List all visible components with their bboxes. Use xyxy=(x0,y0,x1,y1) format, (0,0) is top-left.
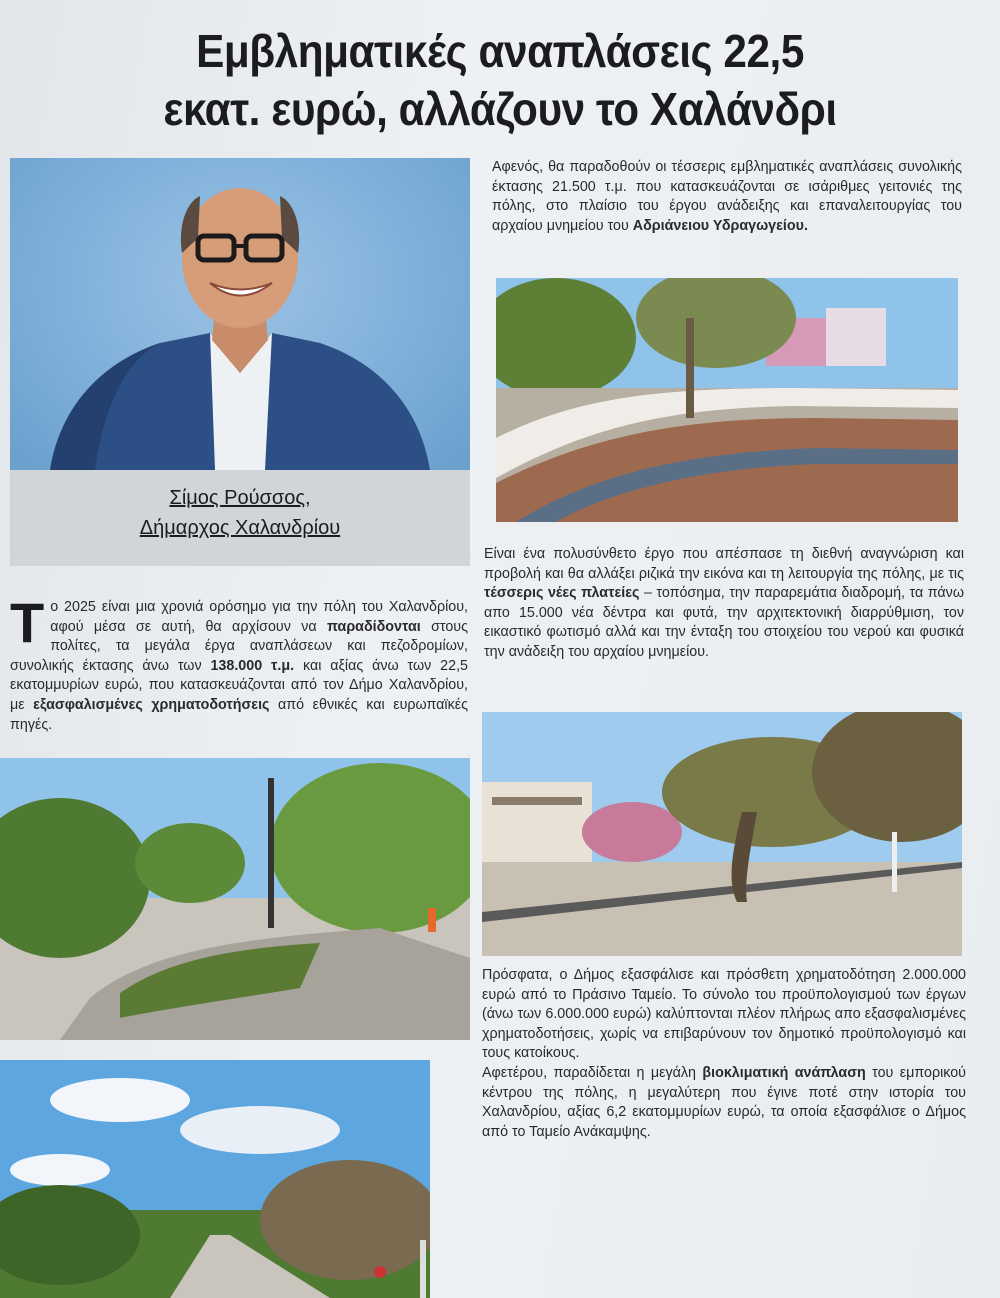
right1-text: Αφενός, θα παραδοθούν οι τέσσερις εμβληματικές αναπλάσεις συνολικής έκτασης 21.500 τ.μ. που κατασκευάζονται σε ισάριθμες γειτονιές της πόλης, στο πλαίσιο του έργου ανάδειξης και επαναλειτουργίας του αρχαίου μνημείου του xyxy=(492,159,962,234)
portrait-caption xyxy=(10,483,470,543)
right-paragraph-2 xyxy=(484,545,964,663)
headline-line-1: Εμβληματικές αναπλάσεις 22,5 xyxy=(196,25,804,77)
photo-tree-walk xyxy=(0,1060,430,1298)
right3-text-1: Πρόσφατα, ο Δήμος εξασφάλισε και πρόσθετη χρηματοδότηση 2.000.000 ευρώ από το Πράσινο Ταμείο. Το σύνολο του προϋπολογισμού των έργων (άνω των 6.000.000 ευρώ) καλύπτονται πλέον πλήρως απο εξασφαλισμένες χρηματοδοτήσεις, χωρίς να επιβαρύνουν τον δημοτικό προϋπολογισμό και τους κατοίκους. xyxy=(482,967,966,1062)
intro-text-2: στους πολίτες, τα μεγάλα έργα αναπλάσεων και πεζοδρομίων, συνολικής έκτασης άνω των xyxy=(10,618,468,674)
drop-cap: Τ xyxy=(10,591,45,654)
intro-bold-1: παραδίδονται xyxy=(327,618,421,635)
right2-text-1: Είναι ένα πολυσύνθετο έργο που απέσπασε τη διεθνή αναγνώριση και προβολή και θα αλλάξει ριζικά την εικόνα και τη λειτουργία της πόλης, με τις xyxy=(484,546,964,582)
right2-bold: τέσσερις νέες πλατείες xyxy=(484,585,640,602)
intro-bold-3: εξασφαλισμένες χρηματοδοτήσεις xyxy=(33,696,270,713)
right-paragraph-3 xyxy=(482,966,966,1142)
intro-text-1: ο 2025 είναι μια χρονιά ορόσημο για την πόλη του Χαλανδρίου, αφού μέσα σε αυτή, θα αρχίσουν να xyxy=(50,599,468,635)
caption-name: Σίμος Ρούσσος, xyxy=(169,487,311,509)
right-paragraph-1 xyxy=(492,158,962,236)
photo-park-square xyxy=(0,758,470,1040)
right3-text-3: του εμπορικού κέντρου της πόλης, η μεγαλύτερη που έγινε ποτέ στην ιστορία του Χαλανδρίου, αξίας 6,2 εκατομμυρίων ευρώ, τα οποία εξασφάλισε ο Δήμος από το Ταμείο Ανάκαμψης. xyxy=(482,1064,967,1140)
photo-plaza-olive-tree xyxy=(482,712,962,956)
headline xyxy=(77,22,923,138)
portrait-box xyxy=(10,158,470,566)
intro-text-3: και αξίας άνω των 22,5 εκατομμυρίων ευρώ, που κατασκευάζονται από τον Δήμο Χαλανδρίου, με xyxy=(10,657,469,713)
headline-line-2: εκατ. ευρώ, αλλάζουν το Χαλάνδρι xyxy=(163,83,837,135)
intro-bold-2: 138.000 τ.μ. xyxy=(210,657,295,674)
right3-bold: βιοκλιματική ανάπλαση xyxy=(702,1064,866,1081)
intro-paragraph xyxy=(10,591,469,735)
right3-text-2: Αφετέρου, παραδίδεται η μεγάλη xyxy=(482,1064,703,1081)
right1-bold: Αδριάνειου Υδραγωγείου. xyxy=(632,217,808,234)
intro-text-4: από εθνικές και ευρωπαϊκές πηγές. xyxy=(10,696,468,733)
mayor-portrait-photo xyxy=(10,158,470,470)
right2-text-2: – τοπόσημα, την παραρεμάτια διαδρομή, τα πάνω απο 15.000 νέα δέντρα και φυτά, την αρχιτεκτονική διαρρύθμιση, τον εικαστικό φωτισμό αλλά και την ένταξη του στοιχείου του νερού και φυσικά την ανάδειξη του αρχαίου μνημείου. xyxy=(484,585,964,660)
caption-role: Δήμαρχος Χαλανδρίου xyxy=(139,517,341,539)
photo-curved-pathway xyxy=(496,278,958,522)
